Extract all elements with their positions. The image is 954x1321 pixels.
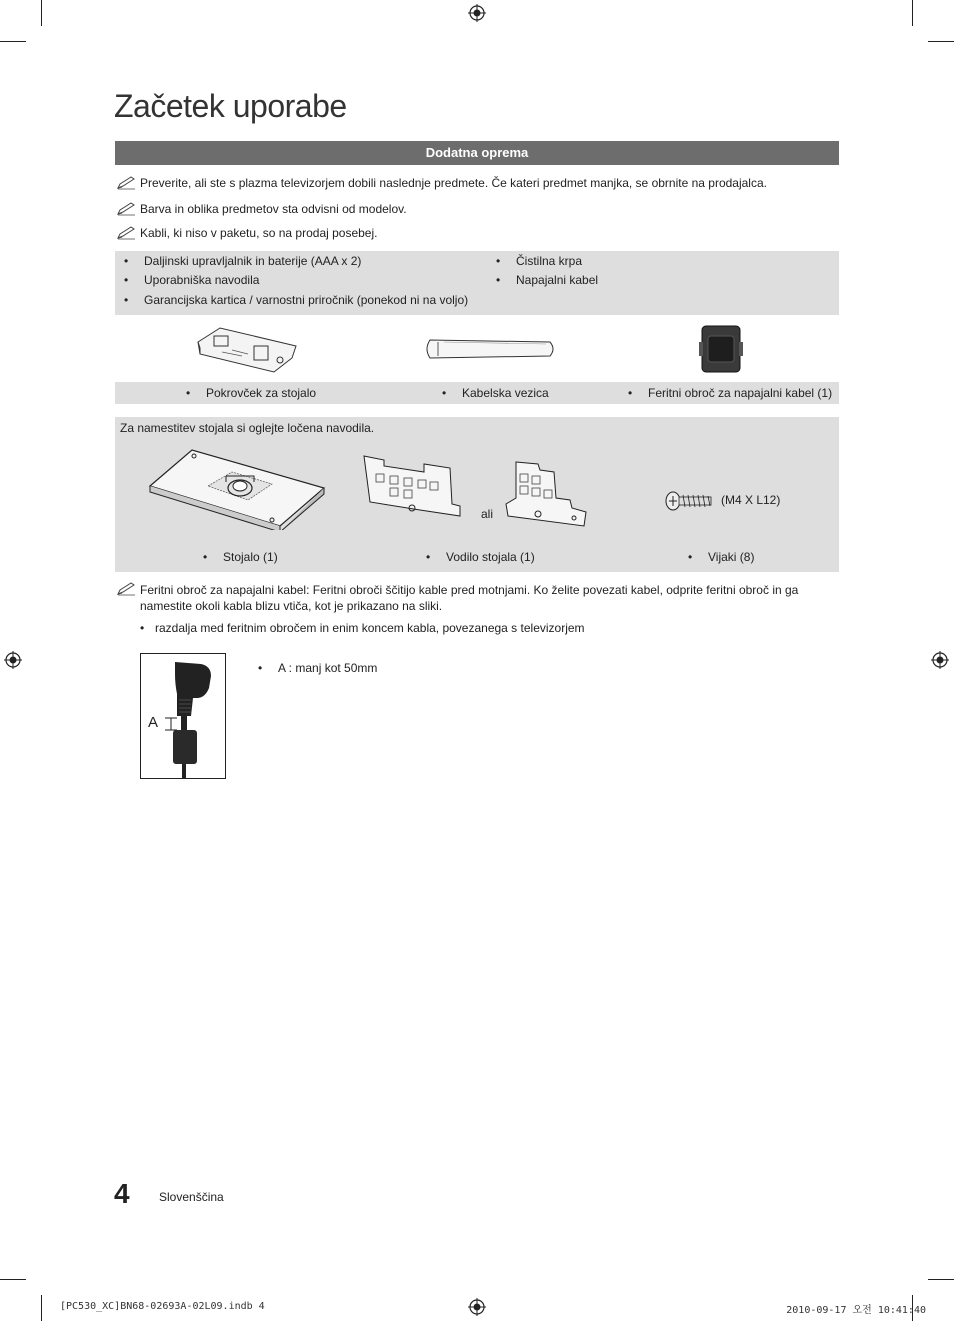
note-text: Barva in oblika predmetov sta odvisni od modelov. [140, 202, 407, 216]
list-item: • Feritni obroč za napajalni kabel (1) [628, 386, 833, 400]
stand-guide-illustration [360, 452, 464, 522]
list-item: • Napajalni kabel [496, 273, 599, 287]
note-text: Preverite, ali ste s plazma televizorjem dobili naslednje predmete. Če kateri predmet manjka, se obrnite na prodajalca. [140, 176, 767, 190]
registration-mark-icon [468, 1298, 486, 1316]
stand-illustration [146, 446, 326, 530]
note-pencil-icon [116, 176, 136, 190]
crop-mark [928, 1279, 954, 1280]
stand-intro: Za namestitev stojala si oglejte ločena navodila. [120, 421, 375, 435]
note-pencil-icon [116, 202, 136, 216]
list-item: • Vodilo stojala (1) [426, 550, 535, 564]
note [116, 226, 377, 240]
ferrite-figure [140, 653, 226, 779]
note [116, 202, 407, 216]
registration-mark-icon [4, 651, 22, 669]
crop-mark [0, 1279, 26, 1280]
crop-mark [41, 0, 42, 26]
cable-tie-illustration [424, 336, 558, 362]
page-title: Začetek uporabe [114, 88, 347, 124]
list-item: • Vijaki (8) [688, 550, 755, 564]
ferrite-core-illustration [698, 324, 744, 374]
note-text: Kabli, ki niso v paketu, so na prodaj posebej. [140, 226, 378, 240]
list-item: • Garancijska kartica / varnostni priročnik (ponekod ni na voljo) [124, 293, 469, 307]
registration-mark-icon [931, 651, 949, 669]
screw-size-label: (M4 X L12) [721, 493, 781, 507]
stand-cover-illustration [192, 322, 302, 376]
list-item: • Daljinski upravljalnik in baterije (AAA x 2) [124, 254, 362, 268]
footer-file-info: [PC530_XC]BN68-02693A-02L09.indb 4 [60, 1301, 265, 1312]
crop-mark [928, 41, 954, 42]
sub-bullet: • razdalja med feritnim obročem in enim koncem kabla, povezanega s televizorjem [140, 621, 585, 635]
stand-guide-alt-illustration [498, 458, 590, 530]
figure-label-a: A [148, 714, 159, 731]
language-label: Slovenščina [159, 1190, 224, 1204]
footer-timestamp: 2010-09-17 오전 10:41:40 [786, 1305, 926, 1316]
note-text: Feritni obroč za napajalni kabel: Feritni obroči ščitijo kable pred motnjami. Ko želite povezati kabel, odprite feritni obroč in ga namestite okoli kabla blizu vtiča, kot je prikazano na sliki. [140, 583, 799, 613]
note-pencil-icon [116, 226, 136, 240]
list-item: • Uporabniška navodila [124, 273, 260, 287]
list-item: • Pokrovček za stojalo [186, 386, 317, 400]
screw-icon [664, 490, 714, 512]
list-item: • Čistilna krpa [496, 254, 583, 268]
list-item: • Kabelska vezica [442, 386, 549, 400]
registration-mark-icon [468, 4, 486, 22]
list-item: • Stojalo (1) [203, 550, 278, 564]
page-number: 4 [114, 1178, 130, 1209]
list-item: • A : manj kot 50mm [258, 661, 378, 675]
note [116, 176, 767, 190]
or-label: ali [481, 507, 494, 521]
section-title: Dodatna oprema [115, 141, 839, 165]
ferrite-note [116, 582, 840, 614]
note-pencil-icon [116, 582, 136, 596]
crop-mark [912, 0, 913, 26]
crop-mark [41, 1295, 42, 1321]
crop-mark [0, 41, 26, 42]
